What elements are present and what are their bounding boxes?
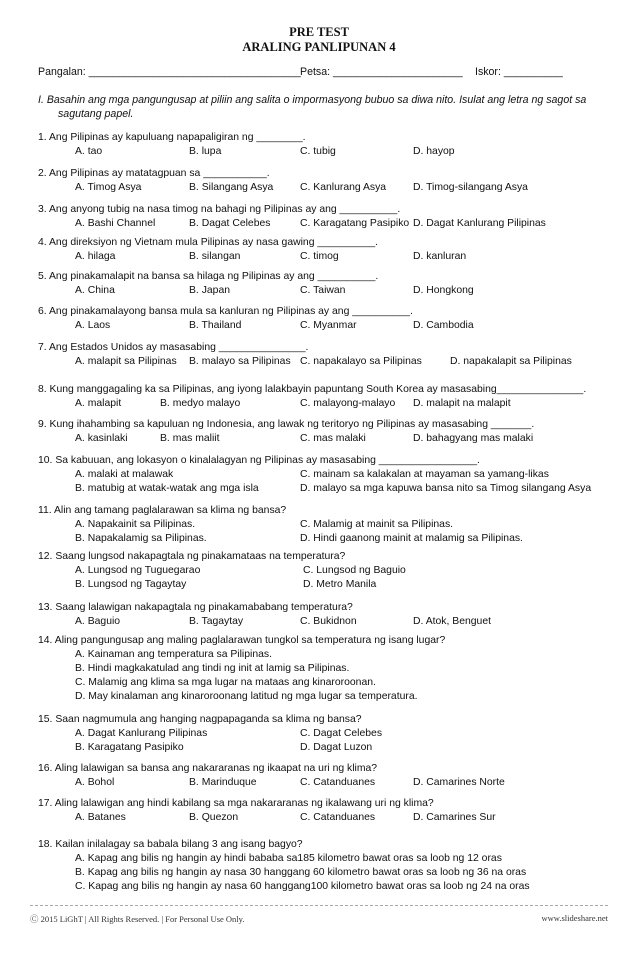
question-17 — [38, 797, 608, 825]
option-d: D. bahagyang mas malaki — [413, 433, 534, 444]
question-stem: 2. Ang Pilipinas ay matatagpuan sa ___________. — [38, 168, 270, 179]
source-link[interactable]: www.slideshare.net — [541, 913, 608, 923]
option-b: B. Tagaytay — [189, 616, 244, 627]
question-stem: 9. Kung ihahambing sa kapuluan ng Indonesia, ang lawak ng teritoryo ng Pilipinas ay masasabing _______. — [38, 419, 535, 430]
option-b: B. Lungsod ng Tagaytay — [75, 579, 187, 590]
option-d: D. kanluran — [413, 251, 467, 262]
option-c: C. Bukidnon — [300, 616, 357, 627]
option-a: A. hilaga — [75, 251, 116, 262]
question-15 — [38, 713, 608, 755]
question-3 — [38, 203, 608, 231]
option-b: B. Silangang Asya — [189, 182, 274, 193]
footer-divider — [30, 905, 608, 906]
question-5 — [38, 270, 608, 298]
question-stem: 7. Ang Estados Unidos ay masasabing _______________. — [38, 342, 309, 353]
option-d: D. Hongkong — [413, 285, 474, 296]
instructions — [38, 93, 606, 121]
option-c: C. Kapag ang bilis ng hangin ay nasa 60 hanggang100 kilometro bawat oras sa loob ng 24 na oras — [75, 881, 530, 892]
question-stem: 18. Kailan inilalagay sa babala bilang 3 ang isang bagyo? — [38, 839, 303, 850]
option-d: D. Camarines Sur — [413, 812, 496, 823]
copyright-text: Ⓒ 2015 LiGhT | All Rights Reserved. | For Personal Use Only. — [30, 914, 245, 924]
option-c: C. Karagatang Pasipiko — [300, 218, 410, 229]
option-d: D. Metro Manila — [303, 579, 377, 590]
option-b: B. Quezon — [189, 812, 239, 823]
option-c: C. Malamig at mainit sa Pilipinas. — [300, 519, 454, 530]
option-c: C. napakalayo sa Pilipinas — [300, 356, 422, 367]
option-c: C. malayong-malayo — [300, 398, 396, 409]
question-4 — [38, 236, 608, 264]
question-stem: 16. Aling lalawigan sa bansa ang nakararanas ng ikaapat na uri ng klima? — [38, 763, 378, 774]
question-stem: 1. Ang Pilipinas ay kapuluang napapaligiran ng ________. — [38, 132, 306, 143]
instructions-line2: sagutang papel. — [58, 108, 134, 120]
doc-title: PRE TEST — [289, 25, 349, 39]
name-field: Pangalan: ____________________________________ — [38, 66, 301, 78]
question-stem: 4. Ang direksiyon ng Vietnam mula Pilipinas ay nasa gawing __________. — [38, 237, 379, 248]
option-a: A. Timog Asya — [75, 182, 142, 193]
question-16 — [38, 762, 608, 790]
question-stem: 5. Ang pinakamalapit na bansa sa hilaga ng Pilipinas ay ang __________. — [38, 271, 379, 282]
option-b: B. Karagatang Pasipiko — [75, 742, 184, 753]
option-b: B. Marinduque — [189, 777, 257, 788]
option-c: C. tubig — [300, 146, 336, 157]
option-a: A. Baguio — [75, 616, 121, 627]
option-d: D. Dagat Kanlurang Pilipinas — [413, 218, 546, 229]
option-d: D. Hindi gaanong mainit at malamig sa Pilipinas. — [300, 533, 523, 544]
option-b: B. matubig at watak-watak ang mga isla — [75, 483, 259, 494]
score-field: Iskor: __________ — [475, 66, 563, 78]
instructions-line1: I. Basahin ang mga pangungusap at piliin ang salita o impormasyong bubuo sa diwa nito. Isulat ang letra ng sagot sa — [38, 94, 587, 106]
option-a: A. tao — [75, 146, 103, 157]
question-6 — [38, 305, 608, 333]
option-d: D. Cambodia — [413, 320, 474, 331]
option-d: D. malapit na malapit — [413, 398, 511, 409]
question-11 — [38, 504, 608, 546]
question-stem: 3. Ang anyong tubig na nasa timog na bahagi ng Pilipinas ay ang __________. — [38, 204, 401, 215]
option-a: A. Laos — [75, 320, 111, 331]
option-b: B. Napakalamig sa Pilipinas. — [75, 533, 207, 544]
option-a: A. malapit sa Pilipinas — [75, 356, 177, 367]
option-c: C. Catanduanes — [300, 777, 376, 788]
option-c: C. mainam sa kalakalan at mayaman sa yamang-likas — [300, 469, 549, 480]
doc-subtitle: ARALING PANLIPUNAN 4 — [242, 40, 396, 54]
option-c: C. mas malaki — [300, 433, 366, 444]
option-a: A. kasinlaki — [75, 433, 128, 444]
option-b: B. malayo sa Pilipinas — [189, 356, 291, 367]
question-stem: 13. Saang lalawigan nakapagtala ng pinakamababang temperatura? — [38, 602, 353, 613]
question-10 — [38, 454, 608, 496]
question-14 — [38, 634, 608, 704]
option-c: C. Dagat Celebes — [300, 728, 383, 739]
option-d: D. Dagat Luzon — [300, 742, 373, 753]
option-d: D. Camarines Norte — [413, 777, 505, 788]
option-c: C. Myanmar — [300, 320, 357, 331]
option-b: B. Kapag ang bilis ng hangin ay nasa 30 hanggang 60 kilometro bawat oras sa loob ng 36 na oras — [75, 867, 527, 878]
question-stem: 8. Kung manggagaling ka sa Pilipinas, ang iyong lalakbayin papuntang South Korea ay masasabing_______________. — [38, 384, 587, 395]
question-12 — [38, 550, 608, 592]
option-c: C. Taiwan — [300, 285, 346, 296]
question-13 — [38, 601, 608, 629]
option-c: C. Catanduanes — [300, 812, 376, 823]
option-a: A. Batanes — [75, 812, 126, 823]
question-18 — [38, 838, 608, 894]
option-d: D. napakalapit sa Pilipinas — [450, 356, 572, 367]
question-stem: 11. Alin ang tamang paglalarawan sa klima ng bansa? — [38, 505, 287, 516]
question-8 — [38, 383, 608, 411]
option-d: D. malayo sa mga kapuwa bansa nito sa Timog silangang Asya — [300, 483, 592, 494]
option-b: B. silangan — [189, 251, 241, 262]
option-d: D. Atok, Benguet — [413, 616, 491, 627]
option-c: C. Malamig ang klima sa mga lugar na mataas ang kinaroroonan. — [75, 677, 376, 688]
option-d: D. hayop — [413, 146, 455, 157]
option-a: A. China — [75, 285, 115, 296]
option-a: A. Bashi Channel — [75, 218, 156, 229]
option-a: A. Lungsod ng Tuguegarao — [75, 565, 201, 576]
option-b: B. Japan — [189, 285, 231, 296]
option-d: D. Timog-silangang Asya — [413, 182, 528, 193]
option-a: A. malaki at malawak — [75, 469, 174, 480]
question-stem: 10. Sa kabuuan, ang lokasyon o kinalalagyan ng Pilipinas ay masasabing _________________. — [38, 455, 480, 466]
question-stem: 17. Aling lalawigan ang hindi kabilang sa mga nakararanas ng ikalawang uri ng klima? — [38, 798, 434, 809]
option-b: B. Hindi magkakatulad ang tindi ng init at lamig sa Pilipinas. — [75, 663, 350, 674]
question-stem: 12. Saang lungsod nakapagtala ng pinakamataas na temperatura? — [38, 551, 346, 562]
option-b: B. Thailand — [189, 320, 242, 331]
option-d: D. May kinalaman ang kinaroroonang latitud ng mga lugar sa temperatura. — [75, 691, 418, 702]
option-b: B. medyo malayo — [160, 398, 241, 409]
option-c: C. Kanlurang Asya — [300, 182, 387, 193]
question-1 — [38, 131, 608, 159]
question-9 — [38, 418, 608, 446]
option-a: A. malapit — [75, 398, 122, 409]
option-a: A. Napakainit sa Pilipinas. — [75, 519, 196, 530]
question-stem: 14. Aling pangungusap ang maling paglalarawan tungkol sa temperatura ng isang lugar? — [38, 635, 446, 646]
question-2 — [38, 167, 608, 195]
question-7 — [38, 341, 608, 369]
option-b: B. Dagat Celebes — [189, 218, 271, 229]
question-stem: 15. Saan nagmumula ang hanging nagpapaganda sa klima ng bansa? — [38, 714, 362, 725]
question-stem: 6. Ang pinakamalayong bansa mula sa kanluran ng Pilipinas ay ang __________. — [38, 306, 413, 317]
option-a: A. Dagat Kanlurang Pilipinas — [75, 728, 208, 739]
option-b: B. mas maliit — [160, 433, 220, 444]
option-c: C. Lungsod ng Baguio — [303, 565, 406, 576]
option-a: A. Kapag ang bilis ng hangin ay hindi bababa sa185 kilometro bawat oras sa loob ng 12 oras — [75, 853, 502, 864]
option-c: C. timog — [300, 251, 339, 262]
option-a: A. Bohol — [75, 777, 115, 788]
option-b: B. lupa — [189, 146, 222, 157]
option-a: A. Kainaman ang temperatura sa Pilipinas. — [75, 649, 272, 660]
date-field: Petsa: ______________________ — [300, 66, 463, 78]
footer — [30, 913, 608, 925]
